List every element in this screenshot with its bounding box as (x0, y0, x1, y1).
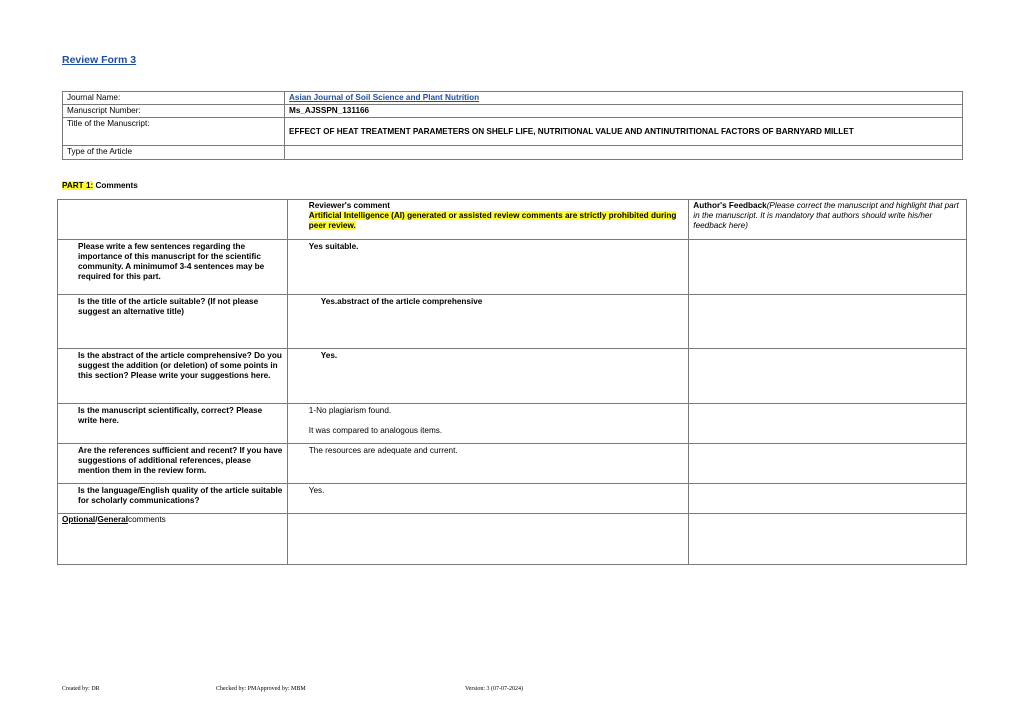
header-blank-cell (58, 200, 288, 240)
comments-word: comments (127, 515, 166, 524)
manuscript-title-value: EFFECT OF HEAT TREATMENT PARAMETERS ON SHELF LIFE, NUTRITIONAL VALUE AND ANTINUTRITIONAL FACTORS OF BARNYARD MILLET (285, 118, 963, 146)
question-importance: Please write a few sentences regarding the importance of this manuscript for the scientific community. A minimumof 3-4 sentences may be required for this part. (58, 240, 288, 295)
answer-scientific[interactable] (287, 404, 689, 444)
optional-author-cell[interactable] (689, 514, 967, 565)
reviewer-comment-title: Reviewer's comment (308, 201, 390, 210)
optional-word: Optional (62, 515, 96, 524)
general-word: General (97, 515, 128, 524)
question-language: Is the language/English quality of the article suitable for scholarly communications? (58, 484, 288, 514)
question-references: Are the references sufficient and recent? If you have suggestions of additional references, please mention them in the review form. (58, 444, 288, 484)
feedback-references[interactable] (689, 444, 967, 484)
author-header (689, 200, 967, 240)
journal-label: Journal Name: (63, 92, 285, 105)
optional-reviewer-cell[interactable] (287, 514, 689, 565)
manuscript-info-table (62, 91, 963, 160)
part-1-label: PART 1: (62, 181, 94, 190)
question-scientific: Is the manuscript scientifically, correct? Please write here. (58, 404, 288, 444)
feedback-title[interactable] (689, 295, 967, 349)
author-feedback-title: Author's Feedback (693, 201, 767, 210)
footer-checked-by: Checked by: PMApproved by: MBM (216, 686, 306, 692)
manuscript-number-value: Ms_AJSSPN_131166 (285, 105, 963, 118)
answer-title[interactable]: Yes.abstract of the article comprehensive (287, 295, 689, 349)
manuscript-number-label: Manuscript Number: (63, 105, 285, 118)
answer-references[interactable]: The resources are adequate and current. (287, 444, 689, 484)
footer-version: Version: 3 (07-07-2024) (465, 686, 523, 692)
question-abstract: Is the abstract of the article comprehensive? Do you suggest the addition (or deletion) of some points in this section? Please write your suggestions here. (58, 349, 288, 404)
answer-scientific-line-2: It was compared to analogous items. (308, 426, 443, 435)
footer-created-by: Created by: DR (62, 686, 100, 692)
part-1-heading (62, 181, 138, 190)
question-title: Is the title of the article suitable? (If not please suggest an alternative title) (58, 295, 288, 349)
optional-slash: / (95, 515, 98, 524)
article-type-label: Type of the Article (63, 146, 285, 160)
title-label: Title of the Manuscript: (63, 118, 285, 146)
author-feedback-note: (Please correct the manuscript and highlight that part in the manuscript. It is mandatory that authors should write his/her feedback here) (693, 201, 959, 230)
feedback-abstract[interactable] (689, 349, 967, 404)
reviewer-header (287, 200, 689, 240)
journal-link[interactable]: Asian Journal of Soil Science and Plant Nutrition (289, 93, 480, 102)
answer-abstract[interactable]: Yes. (287, 349, 689, 404)
ai-notice: Artificial Intelligence (AI) generated or assisted review comments are strictly prohibited during peer review. (308, 211, 677, 230)
feedback-scientific[interactable] (689, 404, 967, 444)
answer-scientific-line-1: 1-No plagiarism found. (308, 406, 392, 415)
form-title: Review Form 3 (62, 54, 137, 66)
comments-table (57, 199, 967, 565)
feedback-importance[interactable] (689, 240, 967, 295)
answer-language[interactable]: Yes. (287, 484, 689, 514)
article-type-value (285, 146, 963, 160)
part-1-text: Comments (93, 181, 138, 190)
feedback-language[interactable] (689, 484, 967, 514)
answer-importance[interactable]: Yes suitable. (287, 240, 689, 295)
optional-general-label (58, 514, 288, 565)
